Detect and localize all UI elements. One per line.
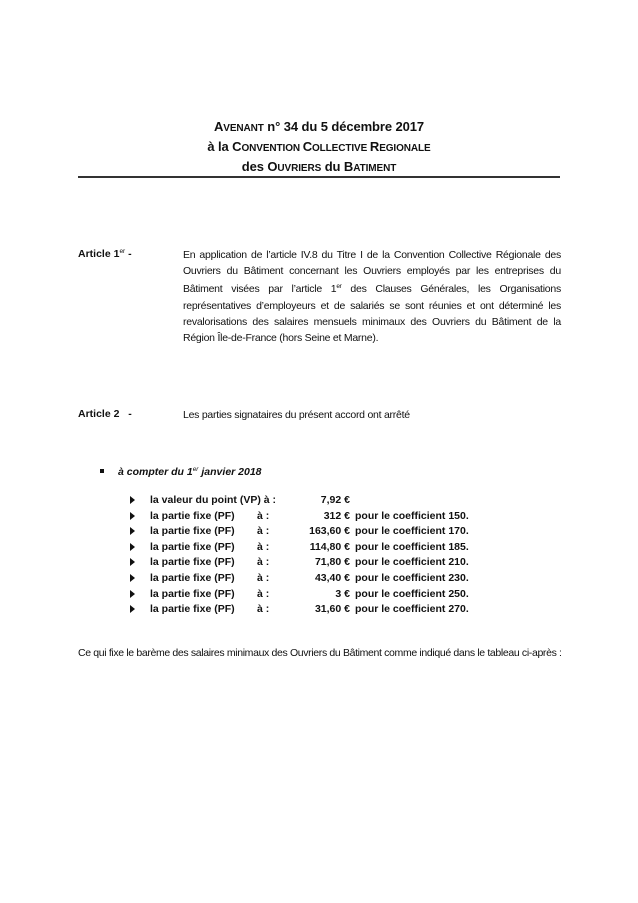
title-du: du bbox=[321, 159, 344, 174]
article-2-label: Article 2 - bbox=[78, 408, 132, 420]
rate-suffix: pour le coefficient 230. bbox=[355, 571, 469, 584]
triangle-right-icon bbox=[130, 527, 135, 535]
rate-a: à : bbox=[257, 603, 270, 616]
rate-a: à : bbox=[257, 540, 270, 553]
rate-label: la valeur du point (VP) à : bbox=[150, 494, 277, 506]
rate-suffix: pour le coefficient 210. bbox=[355, 556, 469, 569]
title-number-date: n° 34 du 5 décembre 2017 bbox=[263, 119, 425, 134]
rate-value: 3 € bbox=[335, 587, 350, 600]
bullet-text-sup: er bbox=[192, 466, 199, 473]
effective-date-bullet bbox=[100, 466, 262, 478]
rate-a: à : bbox=[257, 587, 270, 600]
article-1-label bbox=[78, 248, 132, 260]
triangle-right-icon bbox=[130, 558, 135, 566]
rate-value: 114,80 € bbox=[309, 540, 350, 553]
rate-suffix: pour le coefficient 170. bbox=[355, 525, 469, 538]
title-rule bbox=[78, 176, 560, 178]
article-1-text-part2: des Clauses Générales, les Organisations représentatives d’employeurs et de salariés se sont réunies et ont déterminé les revalorisations des salaires mensuels minimaux des Ouvriers du Bâtiment de la Région Île-de-France (hors Seine et Marne). bbox=[183, 283, 561, 345]
title-des: des bbox=[241, 159, 268, 174]
article-1-text bbox=[183, 247, 561, 346]
triangle-right-icon bbox=[130, 590, 135, 598]
rate-a: à : bbox=[257, 571, 270, 584]
triangle-right-icon bbox=[130, 543, 135, 551]
title-b: B bbox=[343, 159, 354, 174]
rate-value: 71,80 € bbox=[314, 556, 350, 569]
triangle-right-icon bbox=[130, 574, 135, 582]
title-line-3 bbox=[0, 158, 638, 178]
article-2-text: Les parties signataires du présent accord ont arrêté bbox=[183, 409, 410, 421]
rate-label: la partie fixe (PF) bbox=[150, 556, 235, 569]
title-atiment: ATIMENT bbox=[353, 163, 397, 174]
title-c2: C bbox=[302, 139, 312, 154]
rate-label: la partie fixe (PF) bbox=[150, 509, 235, 522]
title-line-2 bbox=[0, 138, 638, 158]
rate-value: 312 € bbox=[323, 509, 350, 522]
title-c1: C bbox=[232, 139, 242, 154]
title-avenant-rest: VENANT bbox=[223, 123, 264, 134]
rate-value: 163,60 € bbox=[309, 525, 350, 538]
bullet-text-part1: à compter du 1 bbox=[118, 466, 193, 478]
rate-label: la partie fixe (PF) bbox=[150, 603, 235, 616]
triangle-right-icon bbox=[130, 605, 135, 613]
rate-a: à : bbox=[257, 509, 270, 522]
title-uvriers: UVRIERS bbox=[277, 163, 322, 174]
article-1-label-dash: - bbox=[125, 248, 132, 260]
title-line-1 bbox=[0, 118, 638, 138]
rate-suffix: pour le coefficient 250. bbox=[355, 587, 469, 600]
rate-value: 43,40 € bbox=[314, 571, 350, 584]
rate-value: 31,60 € bbox=[314, 603, 350, 616]
square-bullet-icon bbox=[100, 469, 104, 473]
rate-label: la partie fixe (PF) bbox=[150, 540, 235, 553]
article-1-text-sup: er bbox=[336, 283, 342, 291]
title-a-la: à la bbox=[207, 139, 233, 154]
triangle-right-icon bbox=[130, 512, 135, 520]
title-egionale: EGIONALE bbox=[379, 143, 431, 154]
rate-value: 7,92 € bbox=[320, 494, 350, 506]
triangle-right-icon bbox=[130, 496, 135, 504]
rate-a: à : bbox=[257, 525, 270, 538]
rate-a: à : bbox=[257, 556, 270, 569]
rate-suffix: pour le coefficient 270. bbox=[355, 603, 469, 616]
article-1-label-main: Article 1 bbox=[78, 248, 120, 260]
closing-sentence: Ce qui fixe le barème des salaires minimaux des Ouvriers du Bâtiment comme indiqué dans le tableau ci-après : bbox=[78, 647, 562, 659]
title-onvention: ONVENTION bbox=[241, 143, 303, 154]
rate-suffix: pour le coefficient 150. bbox=[355, 509, 469, 522]
bullet-text-part2: janvier 2018 bbox=[198, 466, 262, 478]
rate-suffix: pour le coefficient 185. bbox=[355, 540, 469, 553]
title-ollective: OLLECTIVE bbox=[311, 143, 370, 154]
title-o: O bbox=[267, 159, 278, 174]
article-1-label-sup: er bbox=[119, 248, 126, 255]
rate-label: la partie fixe (PF) bbox=[150, 587, 235, 600]
rate-label: la partie fixe (PF) bbox=[150, 525, 235, 538]
title-r: R bbox=[369, 139, 380, 154]
document-title bbox=[0, 118, 638, 178]
article-1-text-part1: En application de l’article IV.8 du Titre I de la Convention Collective Régionale des Ouvriers du Bâtiment concernant les Ouvriers employés par les entreprises du Bâtiment visées par l’article 1 bbox=[183, 249, 561, 296]
rate-label: la partie fixe (PF) bbox=[150, 571, 235, 584]
title-avenant-initial: A bbox=[213, 119, 224, 134]
